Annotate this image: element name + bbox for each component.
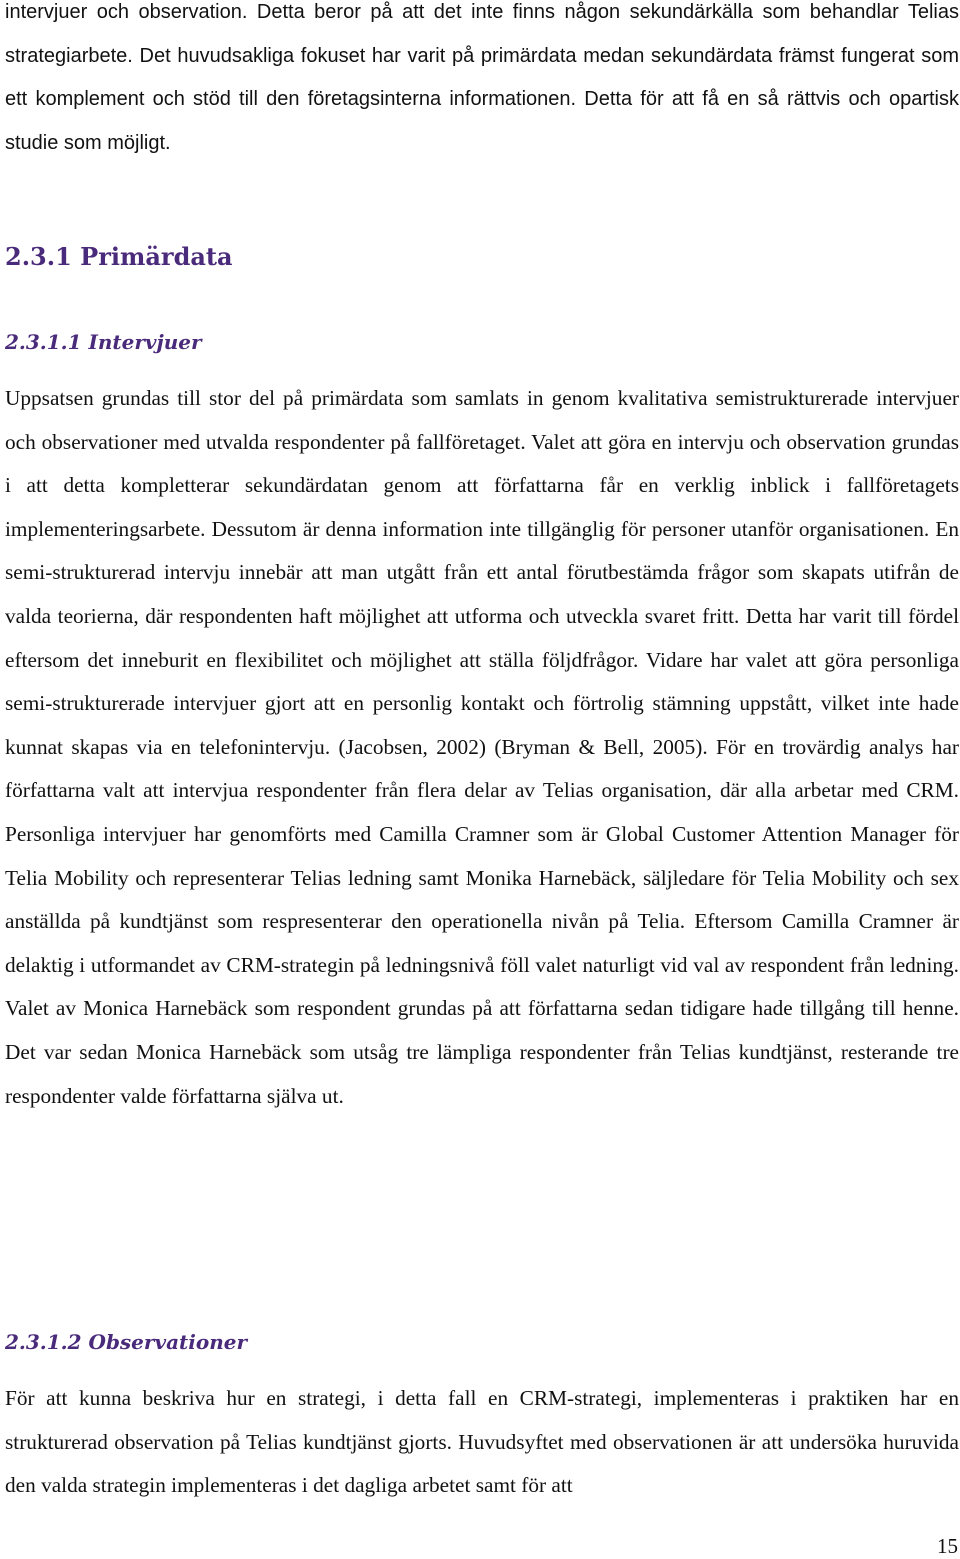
subsection-heading-interviews: 2.3.1.1 Intervjuer (5, 330, 202, 354)
observations-paragraph: För att kunna beskriva hur en strategi, i detta fall en CRM-strategi, implementeras i praktiken har en strukturerad observation på Telias kundtjänst gjorts. Huvudsyftet med observationen är att undersöka huruvida den valda strategin implementeras i det dagliga arbetet samt för att (5, 1386, 959, 1498)
intro-paragraph: intervjuer och observation. Detta beror på att det inte finns någon sekundärkälla som behandlar Telias strategiarbete. Det huvudsakliga fokuset har varit på primärdata medan sekundärdata främst fungerat som ett komplement och stöd till den företagsinterna informationen. Detta för att få en så rättvis och opartisk studie som möjligt. (5, 1, 959, 154)
page-number: 15 (937, 1534, 958, 1558)
section-heading: 2.3.1 Primärdata (5, 242, 233, 271)
interviews-paragraph: Uppsatsen grundas till stor del på primärdata som samlats in genom kvalitativa semistrukturerade intervjuer och observationer med utvalda respondenter på fallföretaget. Valet att göra en intervju och observation grundas i att detta kompletterar sekundärdatan genom att författarna får en verklig inblick i fallföretagets implementeringsarbete. Dessutom är denna information inte tillgänglig för personer utanför organisationen. En semi-strukturerad intervju innebär att man utgått från ett antal förutbestämda frågor som skapats utifrån de valda teorierna, där respondenten haft möjlighet att utforma och utveckla svaret fritt. Detta har varit till fördel eftersom det inneburit en flexibilitet och möjlighet att ställa följdfrågor. Vidare har valet att göra personliga semi-strukturerade intervjuer gjort att en personlig kontakt och förtrolig stämning uppstått, vilket inte hade kunnat skapas via en telefonintervju. (Jacobsen, 2002) (Bryman & Bell, 2005). För en trovärdig analys har författarna valt att intervjua respondenter från flera delar av Telias organisation, där alla arbetar med CRM. Personliga intervjuer har genomförts med Camilla Cramner som är Global Customer Attention Manager för Telia Mobility och representerar Telias ledning samt Monika Harnebäck, säljledare för Telia Mobility och sex anställda på kundtjänst som respresenterar den operationella nivån på Telia. Eftersom Camilla Cramner är delaktig i utformandet av CRM-strategin på ledningsnivå föll valet naturligt vid val av respondent från ledning. Valet av Monica Harnebäck som respondent grundas på att författarna sedan tidigare hade tillgång till henne. Det var sedan Monica Harnebäck som utsåg tre lämpliga respondenter från Telias kundtjänst, resterande tre respondenter valde författarna själva ut. (5, 386, 959, 1108)
subsection-heading-observations: 2.3.1.2 Observationer (5, 1330, 248, 1354)
